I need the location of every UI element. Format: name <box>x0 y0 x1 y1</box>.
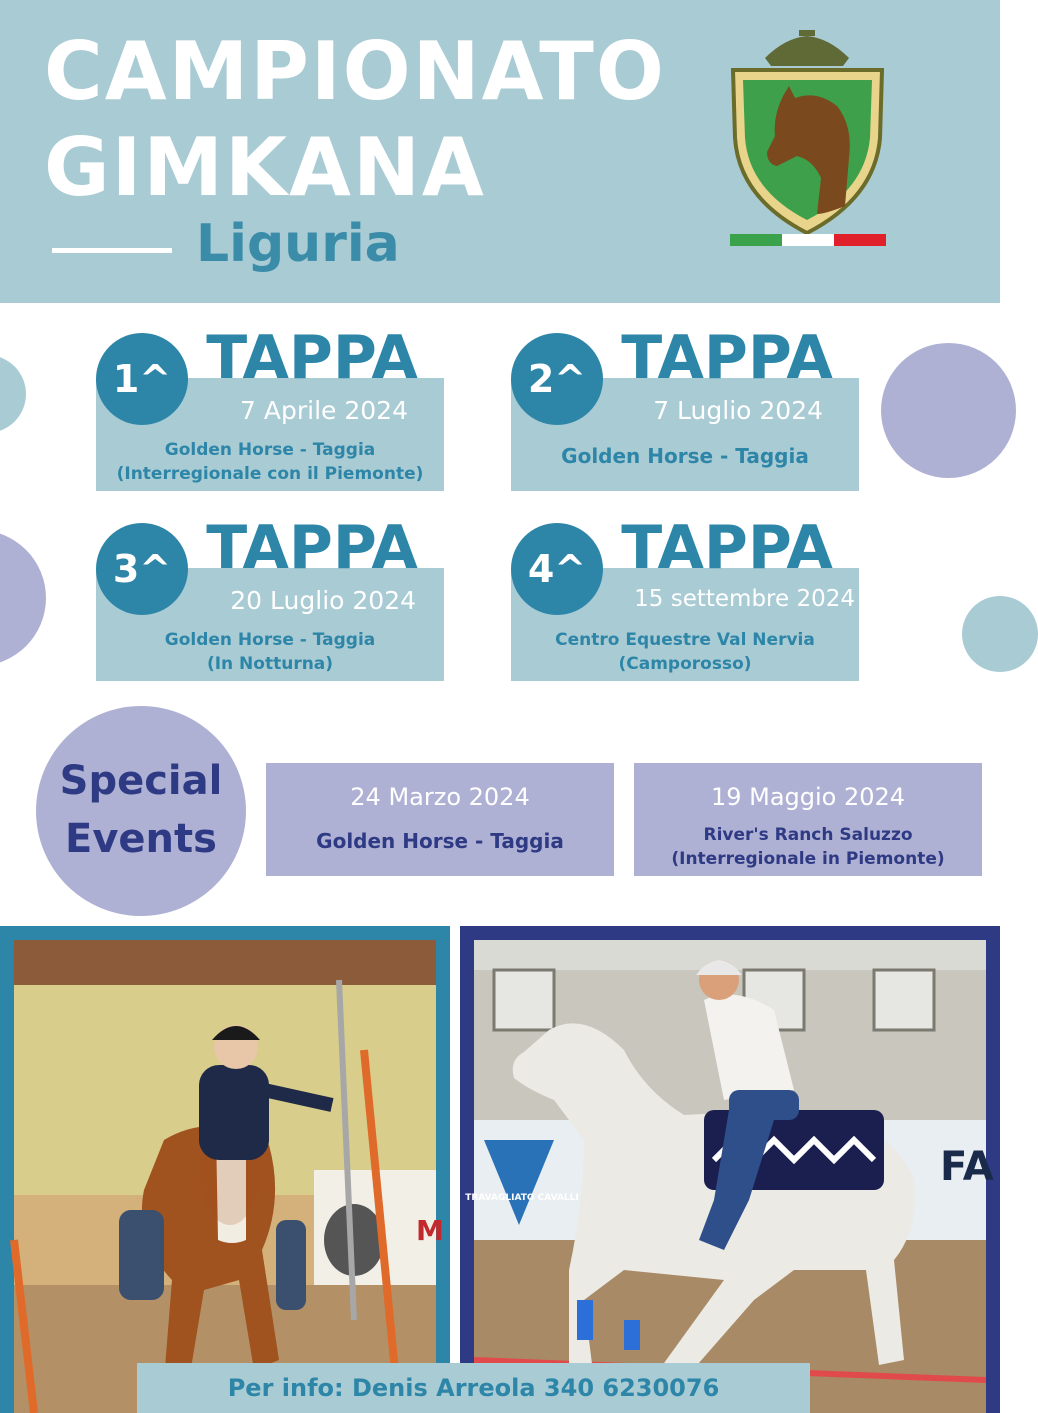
stage-venue-line1: Golden Horse - Taggia <box>164 440 376 460</box>
stage-venue <box>511 628 859 676</box>
decor-circle-right-top <box>881 343 1016 478</box>
stage-venue-line2: (Camporosso) <box>618 654 752 674</box>
stage-number-badge: 2^ <box>511 333 603 425</box>
special-events-label-line1: Special <box>59 758 223 804</box>
stage-word: TAPPA <box>621 323 833 393</box>
event-date: 19 Maggio 2024 <box>710 783 906 811</box>
stage-venue <box>511 444 859 468</box>
event-date: 24 Marzo 2024 <box>350 783 530 811</box>
decor-circle-left-top <box>0 355 26 433</box>
photo-rider-chestnut-horse <box>0 926 450 1413</box>
stage-date: 20 Luglio 2024 <box>230 586 416 615</box>
contact-info-bar: Per info: Denis Arreola 340 6230076 <box>137 1363 810 1413</box>
region-title: Liguria <box>196 214 400 274</box>
stage-date: 15 settembre 2024 <box>634 586 855 612</box>
stage-date: 7 Aprile 2024 <box>240 396 408 425</box>
banner-text: M <box>416 1214 444 1247</box>
stage-venue <box>96 438 444 486</box>
stage-number-badge: 1^ <box>96 333 188 425</box>
title-line-1: CAMPIONATO <box>44 25 666 118</box>
special-event-card-2 <box>634 763 982 876</box>
stage-word: TAPPA <box>206 513 418 583</box>
special-events-label <box>36 752 246 868</box>
header-banner <box>0 0 1000 303</box>
special-events-label-line2: Events <box>65 816 217 862</box>
banner-side-text: FA <box>940 1144 994 1190</box>
title-underline <box>52 248 172 253</box>
horse-head-shield-logo <box>725 28 890 253</box>
event-venue-line1: River's Ranch Saluzzo <box>703 825 913 845</box>
decor-circle-left-mid <box>0 530 46 666</box>
stage-date: 7 Luglio 2024 <box>653 396 823 425</box>
photo-rider-white-horse <box>460 926 1000 1413</box>
stage-venue-line2: (In Notturna) <box>206 654 334 674</box>
decor-circle-right-mid <box>962 596 1038 672</box>
stage-venue-line1: Golden Horse - Taggia <box>561 444 809 468</box>
stage-number-badge: 4^ <box>511 523 603 615</box>
title-line-2: GIMKANA <box>44 121 486 214</box>
event-venue-line2: (Interregionale in Piemonte) <box>671 849 945 869</box>
special-event-card-1 <box>266 763 614 876</box>
event-venue <box>634 823 982 871</box>
event-venue-line1: Golden Horse - Taggia <box>316 829 564 853</box>
stage-venue-line2: (Interregionale con il Piemonte) <box>116 464 424 484</box>
stage-venue <box>96 628 444 676</box>
banner-text: TRAVAGLIATO CAVALLI <box>465 1193 579 1203</box>
stage-venue-line1: Centro Equestre Val Nervia <box>555 630 815 650</box>
stage-venue-line1: Golden Horse - Taggia <box>164 630 376 650</box>
stage-word: TAPPA <box>621 513 833 583</box>
stage-word: TAPPA <box>206 323 418 393</box>
photo-rider-chestnut-horse-image <box>14 940 444 1413</box>
event-venue <box>266 829 614 853</box>
stage-number-badge: 3^ <box>96 523 188 615</box>
